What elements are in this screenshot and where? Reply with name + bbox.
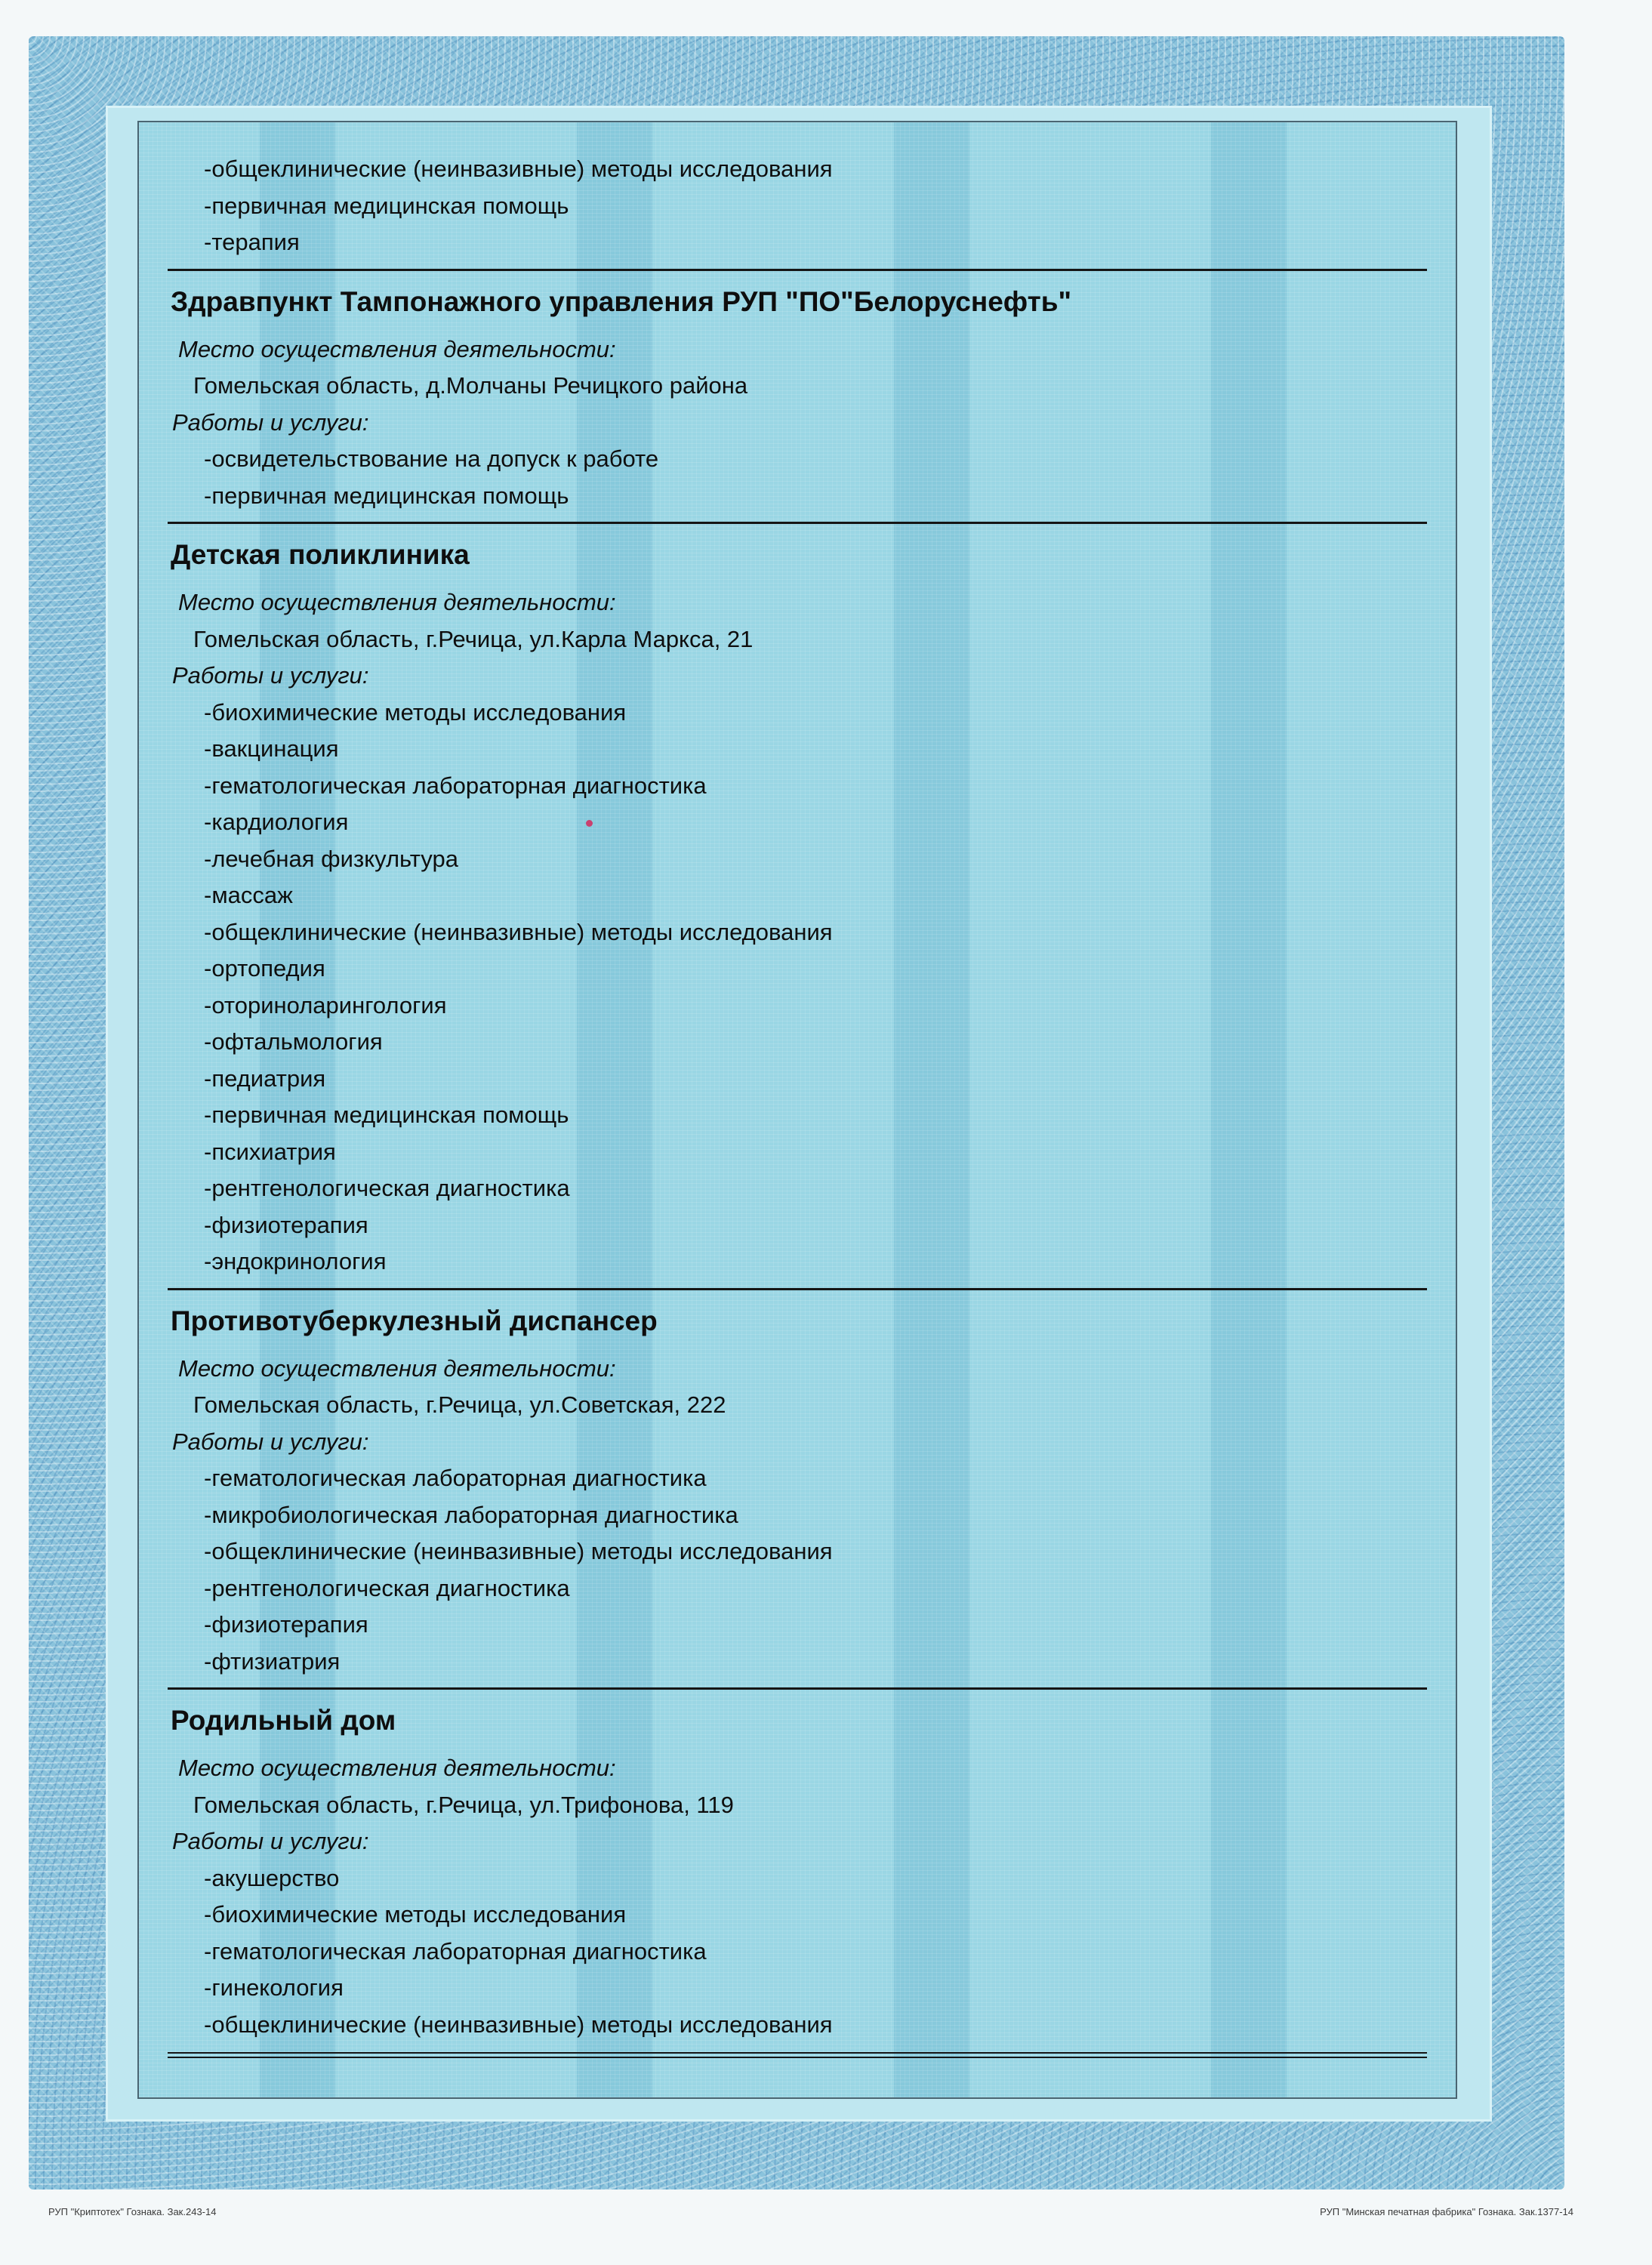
printer-imprint-left: РУП "Криптотех" Гознака. Зак.243-14	[48, 2206, 217, 2217]
intro-items	[171, 151, 1424, 261]
section-divider	[168, 522, 1427, 524]
section-title: Здравпункт Тампонажного управления РУП "ПО"Белоруснефть"	[171, 285, 1072, 317]
printer-imprint-right: РУП "Минская печатная фабрика" Гознака. Зак.1377-14	[1320, 2206, 1573, 2217]
list-item: -психиатрия	[204, 1138, 336, 1165]
list-item: -рентгенологическая диагностика	[204, 1175, 570, 1201]
list-item: -рентгенологическая диагностика	[204, 1574, 570, 1601]
list-item: -гематологическая лабораторная диагностика	[204, 1937, 707, 1965]
section-health-post	[171, 280, 1424, 515]
list-item: -гинекология	[204, 1974, 344, 2001]
list-item: -биохимические методы исследования	[204, 698, 627, 726]
list-item: -гематологическая лабораторная диагностика	[204, 1465, 707, 1491]
list-item: -общеклинические (неинвазивные) методы исследования	[204, 918, 833, 945]
list-item: -общеклинические (неинвазивные) методы исследования	[204, 156, 833, 182]
list-item: -первичная медицинская помощь	[204, 1102, 569, 1128]
list-item: -массаж	[204, 882, 293, 908]
list-item: -оториноларингология	[204, 991, 447, 1018]
works-label: Работы и услуги:	[172, 1828, 369, 1854]
section-childrens-clinic	[171, 533, 1424, 1280]
list-item: -офтальмология	[204, 1028, 383, 1055]
list-item: -первичная медицинская помощь	[204, 482, 569, 509]
list-item: -первичная медицинская помощь	[204, 192, 569, 219]
list-item: -гематологическая лабораторная диагностика	[204, 772, 707, 799]
list-item: -общеклинические (неинвазивные) методы исследования	[204, 2011, 833, 2038]
section-divider	[168, 1687, 1427, 1690]
address: Гомельская область, д.Молчаны Речицкого района	[193, 372, 748, 399]
section-divider	[168, 269, 1427, 271]
closing-double-rule	[168, 2052, 1427, 2054]
place-label: Место осуществления деятельности:	[178, 1755, 616, 1781]
list-item: -кардиология	[204, 809, 349, 835]
list-item: -общеклинические (неинвазивные) методы исследования	[204, 1538, 833, 1564]
section-maternity-hospital	[171, 1699, 1424, 2043]
section-tb-dispensary	[171, 1299, 1424, 1681]
list-item: -вакцинация	[204, 735, 339, 762]
address: Гомельская область, г.Речица, ул.Советская, 222	[193, 1391, 726, 1418]
place-label: Место осуществления деятельности:	[178, 589, 616, 615]
list-item: -физиотерапия	[204, 1211, 368, 1238]
list-item: -акушерство	[204, 1864, 340, 1891]
address: Гомельская область, г.Речица, ул.Трифонова, 119	[193, 1791, 734, 1818]
list-item: -терапия	[204, 229, 300, 255]
works-label: Работы и услуги:	[172, 408, 369, 436]
list-item: -эндокринология	[204, 1248, 387, 1274]
list-item: -фтизиатрия	[204, 1647, 341, 1675]
section-divider	[168, 1288, 1427, 1290]
section-title: Противотуберкулезный диспансер	[171, 1305, 658, 1336]
license-annex-text	[171, 151, 1424, 2063]
place-label: Место осуществления деятельности:	[178, 335, 616, 362]
works-label: Работы и услуги:	[172, 662, 369, 689]
list-item: -биохимические методы исследования	[204, 1901, 627, 1928]
list-item: -микробиологическая лабораторная диагностика	[204, 1501, 738, 1528]
list-item: -лечебная физкультура	[204, 845, 458, 872]
section-title: Родильный дом	[171, 1705, 396, 1736]
list-item: -освидетельствование на допуск к работе	[204, 445, 659, 472]
list-item: -физиотерапия	[204, 1611, 368, 1638]
list-item: -педиатрия	[204, 1065, 326, 1092]
works-label: Работы и услуги:	[172, 1428, 369, 1455]
place-label: Место осуществления деятельности:	[178, 1354, 616, 1382]
list-item: -ортопедия	[204, 955, 325, 982]
address: Гомельская область, г.Речица, ул.Карла Маркса, 21	[193, 625, 754, 652]
section-title: Детская поликлиника	[171, 539, 470, 570]
